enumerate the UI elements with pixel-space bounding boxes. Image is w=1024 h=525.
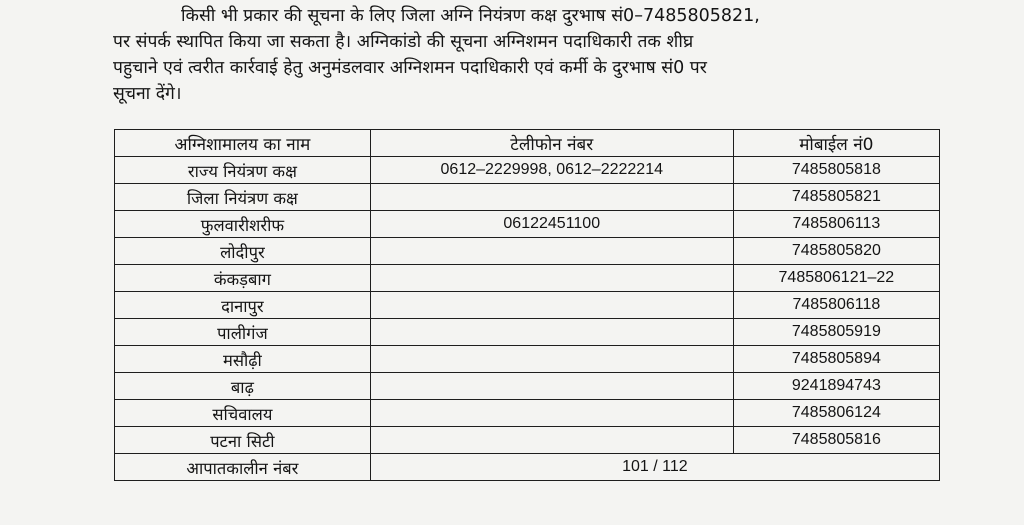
station-name: बाढ़ [115,373,371,400]
header-telephone: टेलीफोन नंबर [370,130,733,157]
instruction-paragraph [113,3,963,107]
paragraph-line-4: सूचना देंगे। [113,84,182,104]
station-name: दानापुर [115,292,371,319]
table-row [115,211,940,238]
table-row [115,157,940,184]
station-name: लोदीपुर [115,238,371,265]
station-name: जिला नियंत्रण कक्ष [115,184,371,211]
station-name: मसौढ़ी [115,346,371,373]
station-mobile: 7485806113 [733,211,939,238]
station-telephone [370,319,733,346]
station-mobile: 9241894743 [733,373,939,400]
station-mobile: 7485806124 [733,400,939,427]
emergency-row [115,454,940,481]
station-name: फुलवारीशरीफ [115,211,371,238]
table-row [115,346,940,373]
station-mobile: 7485806121–22 [733,265,939,292]
paragraph-line-1: किसी भी प्रकार की सूचना के लिए जिला अग्नि नियंत्रण कक्ष दुरभाष सं0–7485805821, [181,6,760,26]
station-mobile: 7485805820 [733,238,939,265]
station-name: पालीगंज [115,319,371,346]
emergency-label: आपातकालीन नंबर [115,454,371,481]
station-mobile: 7485805821 [733,184,939,211]
station-mobile: 7485805818 [733,157,939,184]
table-row [115,400,940,427]
station-telephone [370,373,733,400]
station-mobile: 7485805894 [733,346,939,373]
station-name: पटना सिटी [115,427,371,454]
station-mobile: 7485805816 [733,427,939,454]
table-row [115,238,940,265]
table-header-row [115,130,940,157]
paragraph-line-3: पहुचाने एवं त्वरीत कार्रवाई हेतु अनुमंडलवार अग्निशमन पदाधिकारी एवं कर्मी के दुरभाष सं0 पर [113,58,707,78]
station-mobile: 7485805919 [733,319,939,346]
table-row [115,292,940,319]
station-name: सचिवालय [115,400,371,427]
station-telephone [370,427,733,454]
header-mobile: मोबाईल नं0 [733,130,939,157]
station-telephone: 06122451100 [370,211,733,238]
table-row [115,265,940,292]
table-row [115,184,940,211]
station-telephone [370,400,733,427]
station-telephone [370,292,733,319]
table-row [115,319,940,346]
station-telephone [370,346,733,373]
station-name: राज्य नियंत्रण कक्ष [115,157,371,184]
station-telephone: 0612–2229998, 0612–2222214 [370,157,733,184]
table-row [115,427,940,454]
station-telephone [370,265,733,292]
station-mobile: 7485806118 [733,292,939,319]
station-telephone [370,184,733,211]
emergency-number: 101 / 112 [370,454,939,481]
station-name: कंकड़बाग [115,265,371,292]
paragraph-line-2: पर संपर्क स्थापित किया जा सकता है। अग्निकांडो की सूचना अग्निशमन पदाधिकारी तक शीघ्र [113,32,694,52]
station-telephone [370,238,733,265]
header-station-name: अग्निशामालय का नाम [115,130,371,157]
fire-station-contact-table [114,129,940,481]
table-row [115,373,940,400]
